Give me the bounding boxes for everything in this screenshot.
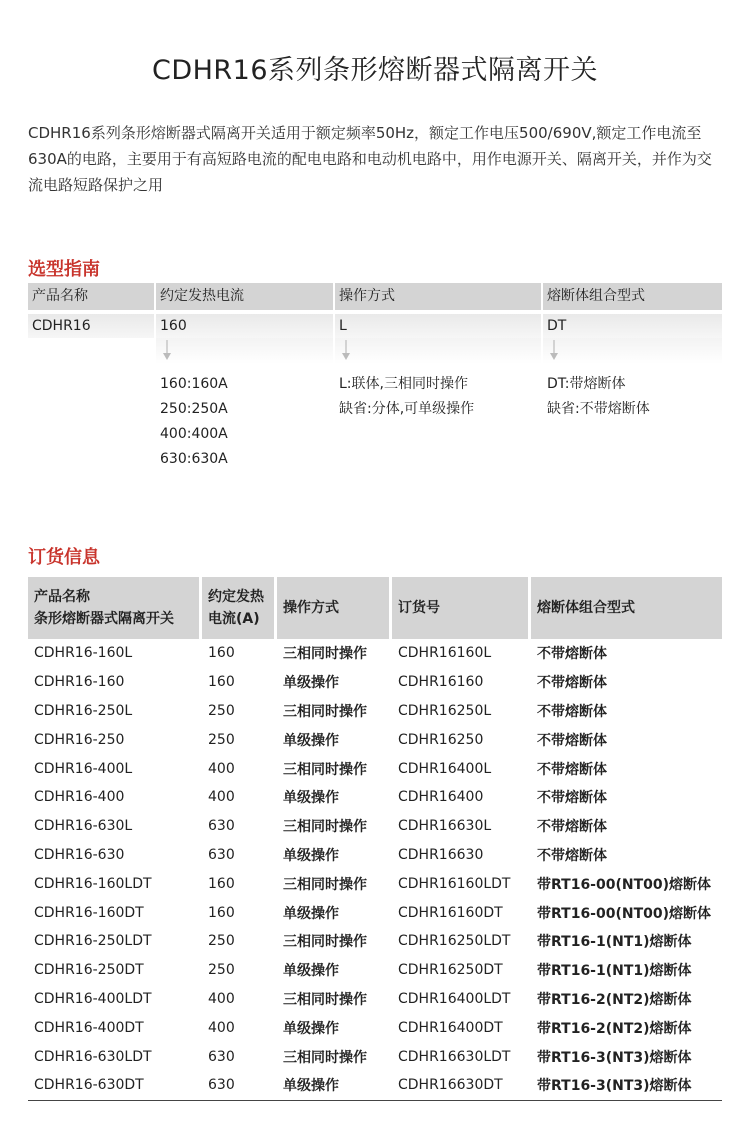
product-cell: CDHR16-630L (34, 818, 133, 835)
operation-cell: 三相同时操作 (283, 761, 367, 778)
order-no-cell: CDHR16630L (398, 818, 492, 835)
current-cell: 250 (208, 702, 235, 719)
table-row (28, 754, 722, 783)
operation-cell: 三相同时操作 (283, 991, 367, 1008)
fuse-cell: 不带熔断体 (537, 819, 607, 836)
order-no-cell: CDHR16400LDT (398, 990, 511, 1007)
page-title: CDHR16系列条形熔断器式隔离开关 (151, 55, 599, 87)
col-header-order-no: 订货号 (392, 577, 531, 639)
order-no-cell: CDHR16630LDT (398, 1048, 511, 1065)
order-no-cell: CDHR16250DT (398, 962, 503, 979)
operation-cell: 单级操作 (283, 732, 339, 749)
product-cell: CDHR16-400 (34, 789, 125, 806)
guide-option: 缺省:不带熔断体 (547, 401, 650, 417)
fuse-cell: 带RT16-2(NT2)熔断体 (537, 1020, 692, 1037)
product-cell: CDHR16-630LDT (34, 1048, 152, 1065)
product-cell: CDHR16-160 (34, 674, 125, 691)
col-header-line: 电流(A) (208, 611, 260, 627)
guide-value: CDHR16 (28, 314, 154, 338)
order-no-cell: CDHR16630DT (392, 1071, 531, 1101)
fuse-cell: 不带熔断体 (537, 703, 607, 720)
product-cell: CDHR16-160LDT (34, 875, 152, 892)
operation-cell: 三相同时操作 (283, 646, 367, 663)
product-cell: CDHR16-250LDT (34, 933, 152, 950)
selection-guide-heading: 选型指南 (28, 259, 100, 280)
fuse-cell: 不带熔断体 (537, 732, 607, 749)
order-no-cell: CDHR16160L (398, 645, 492, 662)
guide-option: DT:带熔断体 (547, 376, 626, 392)
guide-option: 缺省:分体,可单级操作 (339, 401, 475, 417)
guide-column-product (28, 283, 154, 338)
selection-guide (28, 283, 722, 488)
guide-column-fuse (543, 283, 722, 422)
current-cell: 400 (208, 1019, 235, 1036)
intro-paragraph: CDHR16系列条形熔断器式隔离开关适用于额定频率50Hz，额定工作电压500/690V,额定工作电流至630A的电路，主要用于有高短路电流的配电电路和电动机电路中，用作电源开关、隔离开关，并作为交流电路短路保护之用 (28, 124, 712, 194)
fuse-cell: 带RT16-2(NT2)熔断体 (537, 991, 692, 1008)
fuse-cell: 带RT16-3(NT3)熔断体 (537, 1049, 692, 1066)
current-cell: 400 (208, 789, 235, 806)
order-table-header-row (28, 577, 722, 639)
fuse-cell: 带RT16-1(NT1)熔断体 (537, 963, 692, 980)
operation-cell: 三相同时操作 (283, 934, 367, 951)
guide-fade (156, 338, 333, 364)
guide-fade (335, 338, 541, 364)
table-row (28, 783, 722, 812)
current-cell: 160 (208, 674, 235, 691)
table-row (28, 639, 722, 668)
guide-value: L (335, 314, 541, 338)
table-row (28, 725, 722, 754)
product-cell: CDHR16-160L (34, 645, 133, 662)
order-no-cell: CDHR16160DT (398, 904, 503, 921)
table-row (28, 1071, 722, 1101)
table-row (28, 841, 722, 870)
fuse-cell: 带RT16-1(NT1)熔断体 (537, 934, 692, 951)
guide-value: 160 (156, 314, 333, 338)
product-cell: CDHR16-400L (34, 760, 133, 777)
order-no-cell: CDHR16160 (398, 674, 484, 691)
current-cell: 630 (208, 818, 235, 835)
fuse-cell: 带RT16-00(NT00)熔断体 (537, 905, 712, 922)
current-cell: 250 (208, 731, 235, 748)
guide-option: 250:250A (160, 401, 228, 417)
guide-option: 160:160A (160, 376, 228, 392)
col-header-line: 约定发热 (208, 589, 264, 605)
guide-option: 630:630A (160, 451, 228, 467)
col-header-operation: 操作方式 (277, 577, 392, 639)
current-cell: 160 (208, 645, 235, 662)
table-row (28, 985, 722, 1014)
operation-cell: 单级操作 (277, 1071, 392, 1101)
fuse-cell: 带RT16-00(NT00)熔断体 (537, 876, 712, 893)
guide-option: 400:400A (160, 426, 228, 442)
order-no-cell: CDHR16630 (398, 846, 484, 863)
guide-options (543, 372, 722, 422)
operation-cell: 三相同时操作 (283, 876, 367, 893)
col-header-line: 产品名称 (34, 589, 90, 605)
guide-options (335, 372, 541, 422)
guide-column-operation (335, 283, 541, 422)
table-row (28, 927, 722, 956)
order-no-cell: CDHR16250LDT (398, 933, 511, 950)
product-cell: CDHR16-250L (34, 702, 133, 719)
order-no-cell: CDHR16400L (398, 760, 492, 777)
operation-cell: 单级操作 (283, 847, 339, 864)
arrow-down-icon (339, 340, 353, 362)
order-no-cell: CDHR16400DT (398, 1019, 503, 1036)
current-cell: 250 (208, 962, 235, 979)
table-row (28, 1013, 722, 1042)
table-row (28, 668, 722, 697)
arrow-down-icon (547, 340, 561, 362)
order-no-cell: CDHR16160LDT (398, 875, 511, 892)
fuse-cell: 不带熔断体 (537, 761, 607, 778)
table-row (28, 869, 722, 898)
table-row (28, 956, 722, 985)
fuse-cell: 不带熔断体 (537, 790, 607, 807)
table-row (28, 898, 722, 927)
current-cell: 250 (208, 933, 235, 950)
operation-cell: 三相同时操作 (283, 703, 367, 720)
guide-options (156, 372, 333, 472)
guide-option: L:联体,三相同时操作 (339, 376, 468, 392)
product-cell: CDHR16-630 (34, 846, 125, 863)
product-cell: CDHR16-250DT (34, 962, 144, 979)
guide-column-current (156, 283, 333, 472)
col-header-line: 条形熔断器式隔离开关 (34, 611, 174, 627)
order-no-cell: CDHR16400 (398, 789, 484, 806)
current-cell: 400 (208, 760, 235, 777)
fuse-cell: 不带熔断体 (537, 646, 607, 663)
current-cell: 630 (208, 846, 235, 863)
current-cell: 630 (202, 1071, 277, 1101)
fuse-cell: 带RT16-3(NT3)熔断体 (531, 1071, 722, 1101)
fuse-cell: 不带熔断体 (537, 675, 607, 692)
order-no-cell: CDHR16250 (398, 731, 484, 748)
operation-cell: 三相同时操作 (283, 819, 367, 836)
order-table (28, 577, 722, 1101)
product-cell: CDHR16-250 (34, 731, 125, 748)
operation-cell: 单级操作 (283, 1020, 339, 1037)
guide-fade (543, 338, 722, 364)
guide-header: 操作方式 (335, 283, 541, 310)
operation-cell: 单级操作 (283, 963, 339, 980)
col-header-fuse: 熔断体组合型式 (531, 577, 722, 639)
product-cell: CDHR16-630DT (28, 1071, 202, 1101)
operation-cell: 单级操作 (283, 790, 339, 807)
operation-cell: 三相同时操作 (283, 1049, 367, 1066)
table-row (28, 812, 722, 841)
operation-cell: 单级操作 (283, 675, 339, 692)
col-header-product (28, 577, 202, 639)
product-cell: CDHR16-400LDT (34, 990, 152, 1007)
guide-header: 约定发热电流 (156, 283, 333, 310)
arrow-down-icon (160, 340, 174, 362)
col-header-current (202, 577, 277, 639)
current-cell: 630 (208, 1048, 235, 1065)
operation-cell: 单级操作 (283, 905, 339, 922)
guide-header: 产品名称 (28, 283, 154, 310)
order-no-cell: CDHR16250L (398, 702, 492, 719)
table-row (28, 1042, 722, 1071)
guide-value: DT (543, 314, 722, 338)
table-row (28, 697, 722, 726)
fuse-cell: 不带熔断体 (537, 847, 607, 864)
product-cell: CDHR16-400DT (34, 1019, 144, 1036)
guide-header: 熔断体组合型式 (543, 283, 722, 310)
current-cell: 160 (208, 904, 235, 921)
current-cell: 160 (208, 875, 235, 892)
current-cell: 400 (208, 990, 235, 1007)
order-info-heading: 订货信息 (28, 547, 100, 568)
product-cell: CDHR16-160DT (34, 904, 144, 921)
